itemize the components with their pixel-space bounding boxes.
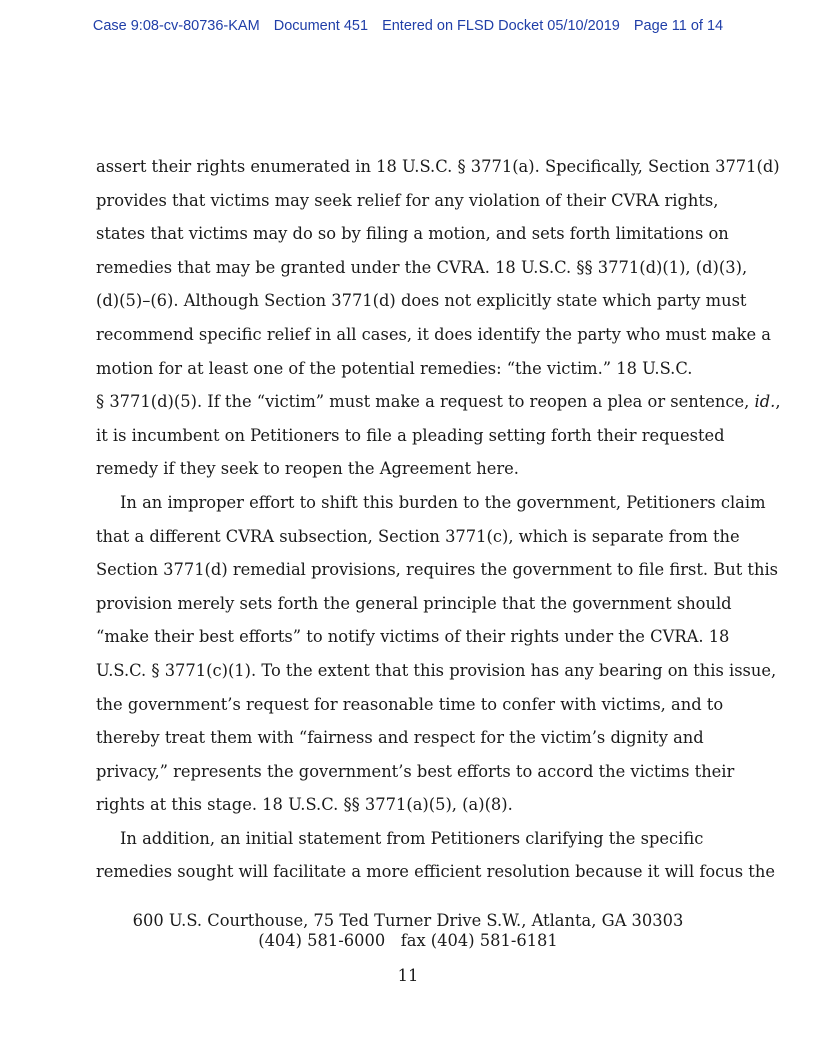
document-number: Document 451 (273, 18, 369, 34)
body-line-text: § 3771(d)(5). If the “victim” must make a request to reopen a plea or sentence, (96, 392, 755, 412)
body-line: remedies sought will facilitate a more efficient resolution because it will focus the (96, 862, 775, 882)
body-line: recommend specific relief in all cases, it does identify the party who must make a (96, 324, 771, 344)
body-line: motion for at least one of the potential remedies: “the victim.” 18 U.S.C. (96, 358, 693, 378)
docket-entry: Entered on FLSD Docket 05/10/2019 (382, 18, 620, 34)
body-line: In addition, an initial statement from Petitioners clarifying the specific (120, 828, 704, 848)
page-number: 11 (397, 966, 419, 985)
body-line-with-citation (96, 385, 781, 419)
body-line: Section 3771(d) remedial provisions, requires the government to file first. But this (96, 560, 779, 580)
body-line-punct: , (775, 392, 781, 412)
page-of-pages: Page 11 of 14 (633, 18, 724, 34)
body-line: the government’s request for reasonable time to confer with victims, and to (96, 694, 724, 714)
body-line: provision merely sets forth the general principle that the government should (96, 593, 732, 613)
office-address-footer (0, 911, 816, 951)
body-line: (d)(5)–(6). Although Section 3771(d) does not explicitly state which party must (96, 291, 747, 311)
body-line: U.S.C. § 3771(c)(1). To the extent that this provision has any bearing on this issue, (96, 660, 777, 680)
office-phone-fax: (404) 581-6000 fax (404) 581-6181 (258, 931, 558, 950)
body-line: it is incumbent on Petitioners to file a pleading setting forth their requested (96, 425, 725, 445)
body-line: provides that victims may seek relief for any violation of their CVRA rights, (96, 190, 719, 210)
body-line: remedies that may be granted under the CVRA. 18 U.S.C. §§ 3771(d)(1), (d)(3), (96, 257, 748, 277)
document-body (96, 150, 781, 889)
body-line: privacy,” represents the government’s best efforts to accord the victims their (96, 761, 735, 781)
body-line: thereby treat them with “fairness and respect for the victim’s dignity and (96, 728, 704, 748)
id-citation: id. (754, 392, 776, 412)
body-line: In an improper effort to shift this burden to the government, Petitioners claim (120, 492, 766, 512)
body-line: assert their rights enumerated in 18 U.S.C. § 3771(a). Specifically, Section 3771(d) (96, 157, 780, 176)
case-number: Case 9:08-cv-80736-KAM (92, 18, 260, 34)
body-line: states that victims may do so by filing a motion, and sets forth limitations on (96, 224, 729, 244)
body-line: that a different CVRA subsection, Section 3771(c), which is separate from the (96, 526, 740, 546)
body-line: remedy if they seek to reopen the Agreement here. (96, 459, 519, 479)
body-line: rights at this stage. 18 U.S.C. §§ 3771(a)(5), (a)(8). (96, 795, 513, 815)
body-line: “make their best efforts” to notify victims of their rights under the CVRA. 18 (96, 627, 730, 647)
office-address: 600 U.S. Courthouse, 75 Ted Turner Drive S.W., Atlanta, GA 30303 (132, 911, 684, 930)
docket-header (0, 18, 816, 34)
